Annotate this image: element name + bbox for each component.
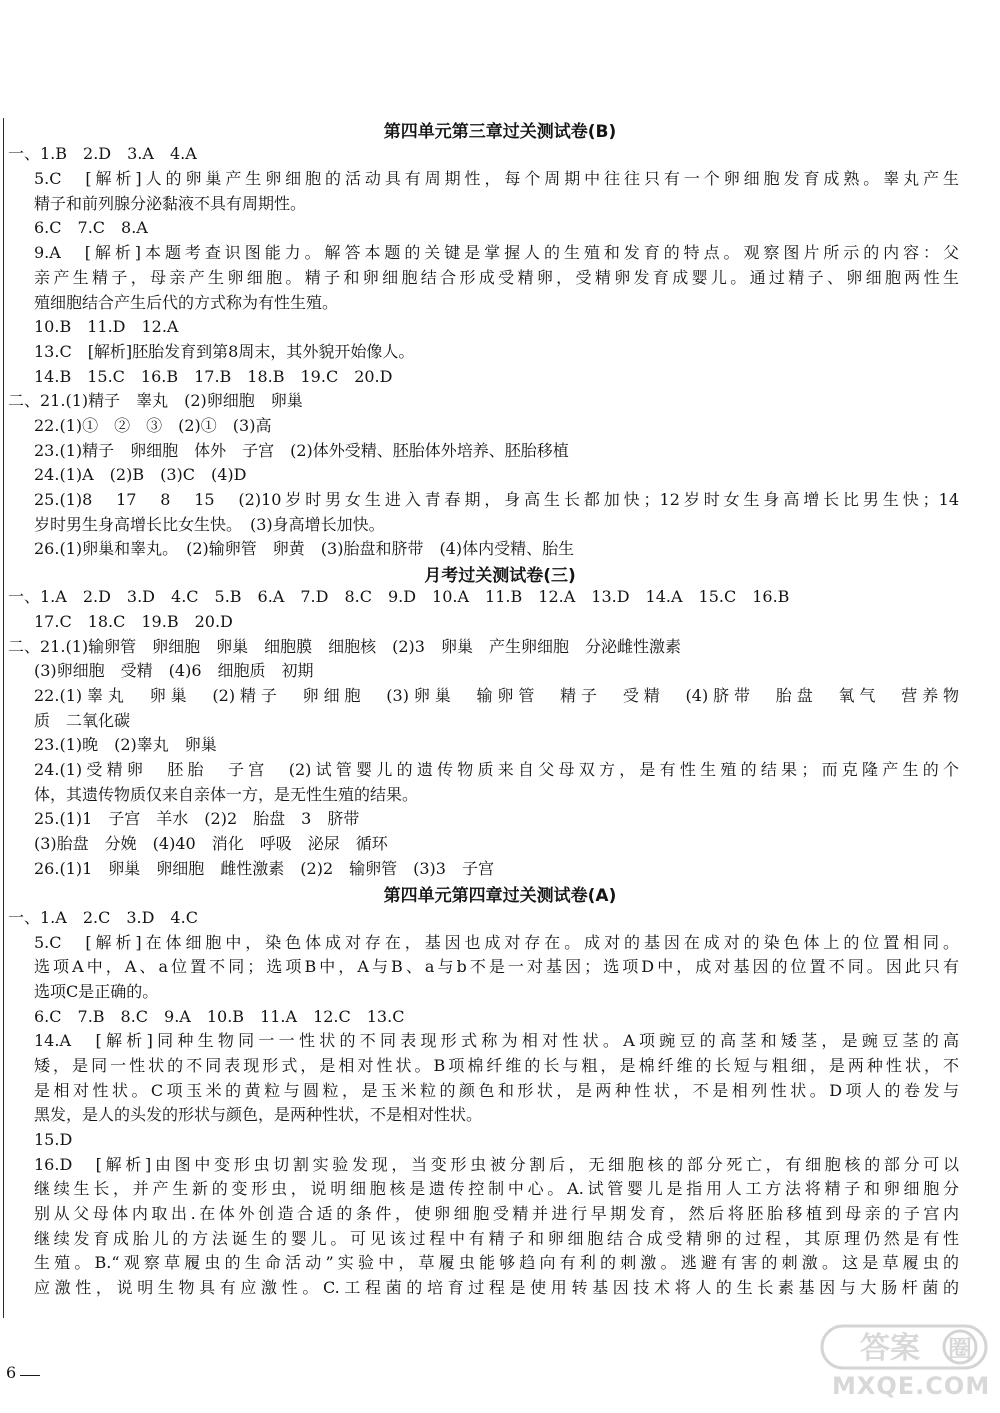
answer-line: 殖细胞结合产生后代的方式称为有性生殖。 [34,293,339,312]
answer-line: 别从父母体内取出.在体外创造合适的条件，使卵细胞受精并进行早期发育，然后将胚胎移植到母亲的子宫内 [34,1204,959,1223]
answer-line: 质 二氧化碳 [34,711,131,730]
answer-line: 22.(1)① ② ③ (2)① (3)高 [34,416,272,435]
answer-line: 26.(1)卵巢和睾丸。 (2)输卵管 卵黄 (3)胎盘和脐带 (4)体内受精、胎生 [34,539,575,558]
watermark-logo [820,1322,988,1372]
answer-line: (3)胎盘 分娩 (4)40 消化 呼吸 泌尿 循环 [34,834,388,853]
answer-line: 继续生长，并产生新的变形虫，说明细胞核是遗传控制中心。A.试管婴儿是指用人工方法将精子和卵细胞分 [34,1179,959,1198]
section-title: 第四单元第四章过关测试卷(A) [383,886,617,906]
answer-line: 25.(1)8 17 8 15 (2)10岁时男女生进入青春期，身高生长都加快；12岁时女生身高增长比男生快；14 [34,490,959,509]
answer-line: 一、1.A 2.D 3.D 4.C 5.B 6.A 7.D 8.C 9.D 10.A 11.B 12.A 13.D 14.A 15.C 16.B [8,587,790,606]
answer-line: 9.A [解析]本题考查识图能力。解答本题的关键是掌握人的生殖和发育的特点。观察图片所示的内容：父 [34,243,959,262]
answer-line: 24.(1)A (2)B (3)C (4)D [34,465,247,484]
answer-line: 16.D [解析]由图中变形虫切割实验发现，当变形虫被分割后，无细胞核的部分死亡，有细胞核的部分可以 [34,1155,959,1174]
answer-line: 6.C 7.B 8.C 9.A 10.B 11.A 12.C 13.C [34,1007,405,1026]
page-number-dash [20,1375,40,1376]
section-title: 第四单元第三章过关测试卷(B) [383,122,617,142]
answer-line: 矮，是同一性状的不同表现形式，是相对性状。B项棉纤维的长与粗，是棉纤维的长短与粗细，是两种性状，不 [34,1056,959,1075]
svg-text:答案: 答案 [860,1331,920,1366]
answer-line: 6.C 7.C 8.A [34,218,148,237]
answer-line: 应激性，说明生物具有应激性。C.工程菌的培育过程是使用转基因技术将人的生长素基因与大肠杆菌的 [34,1278,959,1297]
answer-line: 14.B 15.C 16.B 17.B 18.B 19.C 20.D [34,367,393,386]
section-title: 月考过关测试卷(三) [424,566,576,586]
answer-line: 一、1.B 2.D 3.A 4.A [8,144,197,163]
answer-line: 5.C [解析]人的卵巢产生卵细胞的活动具有周期性，每个周期中往往只有一个卵细胞发育成熟。睾丸产生 [34,169,959,188]
answer-line: (3)卵细胞 受精 (4)6 细胞质 初期 [34,661,314,680]
answer-line: 选项C是正确的。 [34,982,159,1001]
answer-line: 体，其遗传物质仅来自亲体一方，是无性生殖的结果。 [34,785,419,804]
answer-line: 13.C [解析]胚胎发育到第8周末，其外貌开始像人。 [34,342,415,361]
answer-line: 23.(1)晚 (2)睾丸 卵巢 [34,735,217,754]
answer-line: 二、21.(1)精子 睾丸 (2)卵细胞 卵巢 [8,391,303,410]
answer-line: 选项A中，A、a位置不同；选项B中，A与B、a与b不是一对基因；选项D中，成对基因的位置不同。因此只有 [34,957,959,976]
answer-line: 黑发，是人的头发的形状与颜色，是两种性状，不是相对性状。 [34,1105,483,1124]
answer-line: 岁时男生身高增长比女生快。 (3)身高增长加快。 [34,515,385,534]
margin-rule [3,118,4,1318]
answer-line: 25.(1)1 子宫 羊水 (2)2 胎盘 3 脐带 [34,809,360,828]
page-number: 6 [6,1363,17,1382]
answer-line: 二、21.(1)输卵管 卵细胞 卵巢 细胞膜 细胞核 (2)3 卵巢 产生卵细胞 分泌雌性激素 [8,637,681,656]
answer-line: 14.A [解析]同种生物同一一性状的不同表现形式称为相对性状。A项豌豆的高茎和矮茎，是豌豆茎的高 [34,1031,959,1050]
answer-line: 26.(1)1 卵巢 卵细胞 雌性激素 (2)2 输卵管 (3)3 子宫 [34,859,494,878]
answer-line: 5.C [解析]在体细胞中，染色体成对存在，基因也成对存在。成对的基因在成对的染色体上的位置相同。 [34,933,959,952]
answer-line: 一、1.A 2.C 3.D 4.C [8,908,198,927]
answer-line: 继续发育成胎儿的方法诞生的婴儿。可见该过程中有精子和卵细胞结合成受精卵的过程，其原理仍然是有性 [34,1229,959,1248]
answer-line: 15.D [34,1130,73,1149]
svg-text:圈: 圈 [948,1335,972,1363]
answer-line: 24.(1)受精卵 胚胎 子宫 (2)试管婴儿的遗传物质来自父母双方，是有性生殖的结果；而克隆产生的个 [34,760,959,779]
answer-line: 10.B 11.D 12.A [34,317,179,336]
answer-line: 亲产生精子，母亲产生卵细胞。精子和卵细胞结合形成受精卵，受精卵发育成婴儿。通过精子、卵细胞两性生 [34,268,959,287]
answer-line: 精子和前列腺分泌黏液不具有周期性。 [34,194,307,213]
watermark-url: MXQE.COM [832,1372,991,1400]
answer-line: 23.(1)精子 卵细胞 体外 子宫 (2)体外受精、胚胎体外培养、胚胎移植 [34,441,569,460]
answer-line: 是相对性状。C项玉米的黄粒与圆粒，是玉米粒的颜色和形状，是两种性状，不是相列性状。D项人的卷发与 [34,1081,959,1100]
answer-line: 17.C 18.C 19.B 20.D [34,612,233,631]
answer-line: 22.(1)睾丸 卵巢 (2)精子 卵细胞 (3)卵巢 输卵管 精子 受精 (4)脐带 胎盘 氧气 营养物 [34,686,959,705]
answer-line: 生殖。B.“观察草履虫的生命活动”实验中，草履虫能够趋向有利的刺激。逃避有害的刺激。这是草履虫的 [34,1253,959,1272]
